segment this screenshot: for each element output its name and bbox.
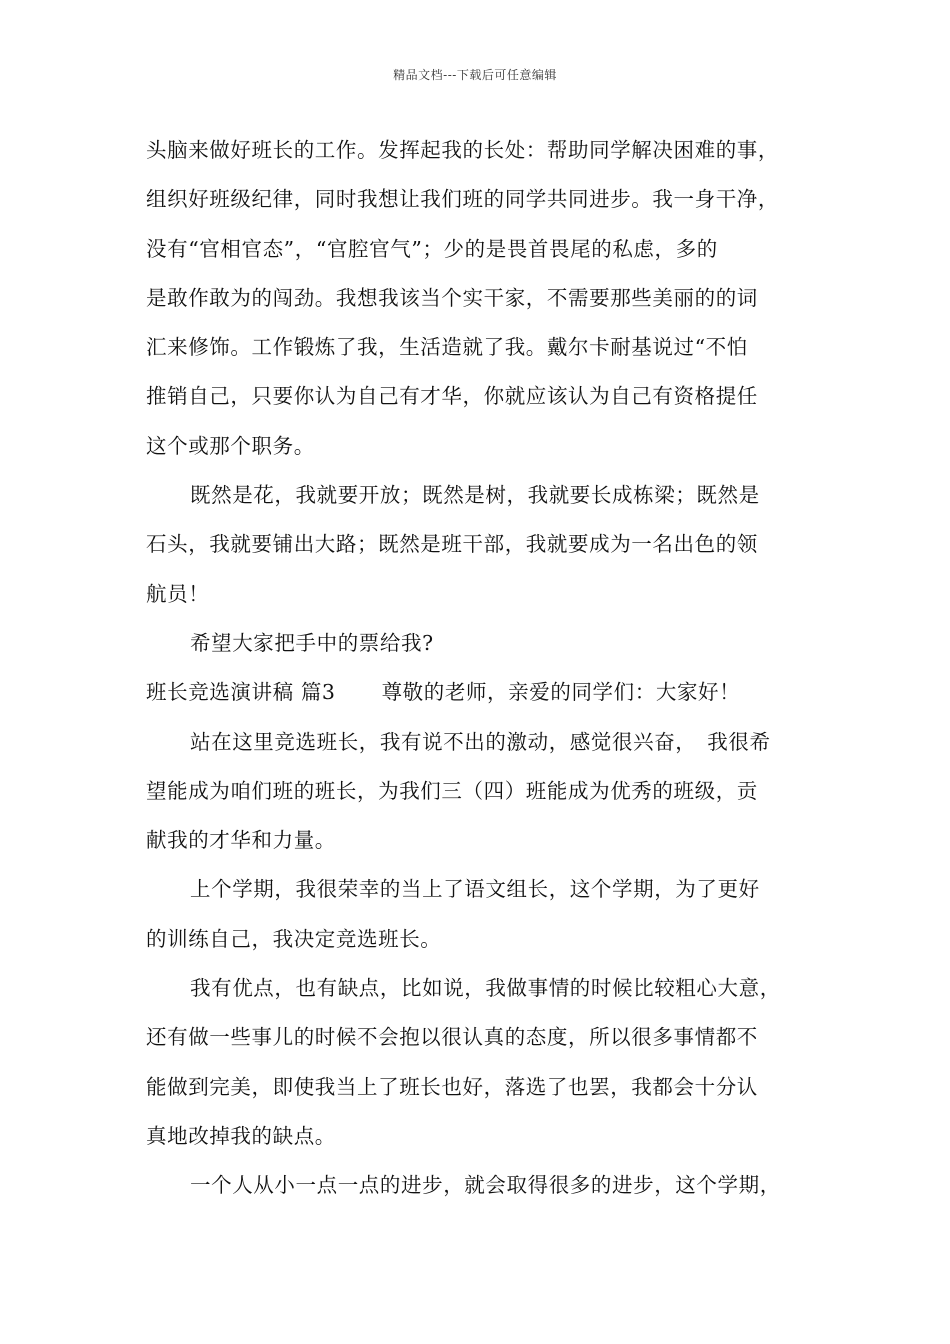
paragraph-first-line: 上个学期，我很荣幸的当上了语文组长，这个学期，为了更好 — [190, 877, 760, 902]
text-line: 组织好班级纪律，同时我想让我们班的同学共同进步。我一身干净， — [146, 187, 779, 212]
document-body — [146, 132, 836, 1217]
paragraph-first-line: 我有优点，也有缺点，比如说，我做事情的时候比较粗心大意， — [190, 976, 781, 1001]
text-line: 推销自己，只要你认为自己有才华，你就应该认为自己有资格提任 — [146, 384, 758, 409]
paragraph-first-line: 既然是花，我就要开放；既然是树，我就要长成栋梁；既然是 — [190, 483, 760, 508]
text-line: 石头，我就要铺出大路；既然是班干部，我就要成为一名出色的领 — [146, 532, 758, 557]
paragraph-first-line: 一个人从小一点一点的进步，就会取得很多的进步，这个学期， — [190, 1173, 781, 1198]
section-greeting: 尊敬的老师，亲爱的同学们：大家好！ — [381, 680, 741, 705]
section-heading-line — [146, 674, 836, 723]
text-line: 真地改掉我的缺点。 — [146, 1123, 336, 1148]
text-line: 还有做一些事儿的时候不会抱以很认真的态度，所以很多事情都不 — [146, 1025, 758, 1050]
text-line: 汇来修饰。工作锻炼了我，生活造就了我。戴尔卡耐基说过“不怕 — [146, 335, 748, 360]
text-line: 航员！ — [146, 581, 210, 606]
text-line: 没有“官相官态”，“官腔官气”；少的是畏首畏尾的私虑，多的 — [146, 236, 718, 261]
text-line: 望能成为咱们班的班长，为我们三（四）班能成为优秀的班级，贡 — [146, 778, 758, 803]
paragraph-first-line: 站在这里竞选班长，我有说不出的激动，感觉很兴奋， 我很希 — [190, 729, 771, 754]
section-title: 班长竞选演讲稿 篇3 — [146, 680, 336, 705]
text-line: 是敢作敢为的闯劲。我想我该当个实干家，不需要那些美丽的的词 — [146, 285, 758, 310]
page-header: 精品文档---下载后可任意编辑 — [393, 68, 557, 82]
text-line: 献我的才华和力量。 — [146, 828, 336, 853]
text-line: 这个或那个职务。 — [146, 433, 315, 458]
text-line: 头脑来做好班长的工作。发挥起我的长处：帮助同学解决困难的事， — [146, 138, 779, 162]
text-line: 能做到完美，即使我当上了班长也好，落选了也罢，我都会十分认 — [146, 1074, 758, 1099]
text-line: 的训练自己，我决定竞选班长。 — [146, 926, 442, 951]
paragraph-first-line: 希望大家把手中的票给我? — [190, 630, 434, 655]
